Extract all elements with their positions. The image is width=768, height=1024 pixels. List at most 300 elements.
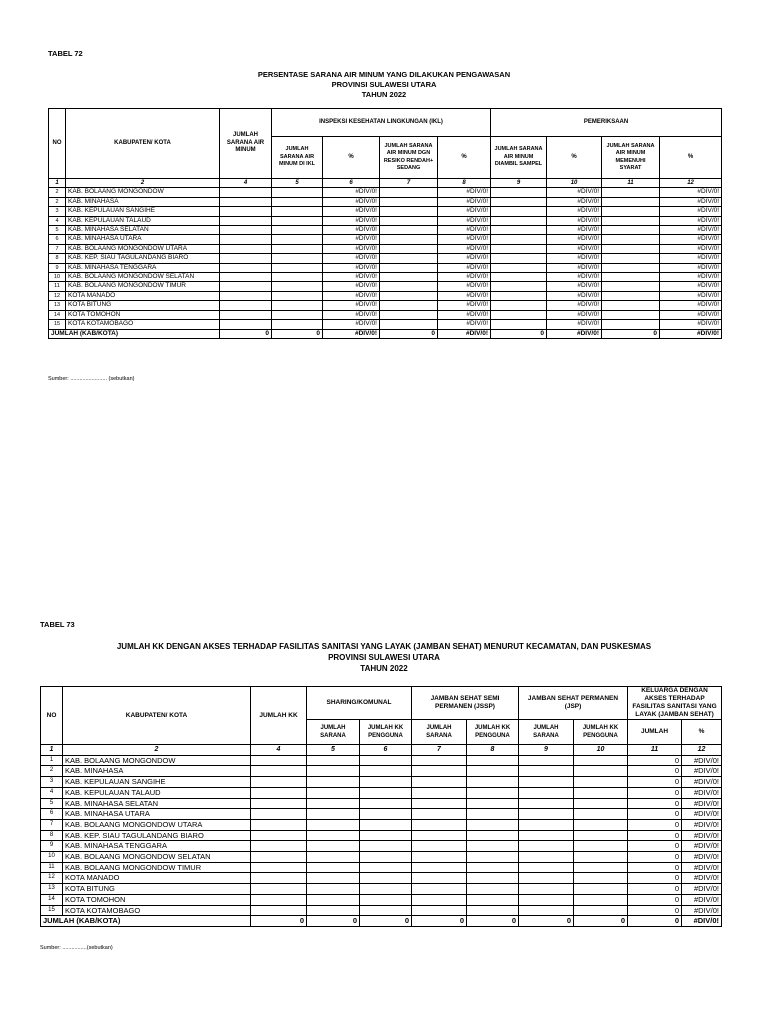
jumlah-cell: 0	[628, 862, 682, 873]
data-cell	[412, 852, 467, 863]
kabupaten-name: KAB. MINAHASA TENGGARA	[66, 263, 220, 272]
percent-cell: #DIV/0!	[547, 263, 602, 272]
kabupaten-name: KAB. KEPULAUAN TALAUD	[63, 787, 251, 798]
table72	[48, 108, 722, 339]
data-cell	[519, 873, 574, 884]
percent-cell: #DIV/0!	[438, 263, 491, 272]
percent-cell: #DIV/0!	[660, 263, 722, 272]
total-cell: #DIV/0!	[323, 329, 380, 338]
data-cell	[574, 809, 628, 820]
total-cell: 0	[628, 916, 682, 927]
column-number: 5	[307, 745, 360, 756]
data-cell	[307, 777, 360, 788]
row-number: 2	[41, 766, 63, 777]
percent-cell: #DIV/0!	[660, 282, 722, 291]
data-cell	[360, 809, 412, 820]
data-cell	[412, 809, 467, 820]
kabupaten-name: KAB. BOLAANG MONGONDOW SELATAN	[63, 852, 251, 863]
jumlah-cell: 0	[628, 841, 682, 852]
data-cell	[220, 291, 272, 300]
data-cell	[574, 777, 628, 788]
data-cell	[220, 310, 272, 319]
percent-cell: #DIV/0!	[682, 862, 722, 873]
percent-cell: #DIV/0!	[438, 207, 491, 216]
header-pct-10: %	[547, 137, 602, 179]
kabupaten-name: KAB. KEP. SIAU TAGULANDANG BIARO	[63, 830, 251, 841]
data-cell	[272, 254, 323, 263]
data-cell	[574, 819, 628, 830]
total-cell: 0	[251, 916, 307, 927]
data-cell	[467, 841, 519, 852]
kabupaten-name: KAB. BOLAANG MONGONDOW	[63, 755, 251, 766]
data-cell	[380, 235, 438, 244]
data-cell	[380, 188, 438, 197]
table73	[40, 686, 722, 927]
data-cell	[574, 766, 628, 777]
percent-cell: #DIV/0!	[438, 320, 491, 329]
column-number: 2	[63, 745, 251, 756]
data-cell	[251, 830, 307, 841]
percent-cell: #DIV/0!	[547, 188, 602, 197]
table-row	[49, 235, 722, 244]
table73-header	[41, 687, 722, 756]
column-number: 6	[360, 745, 412, 756]
header-jumlah-sarana: JUMLAH SARANA	[307, 720, 360, 745]
data-cell	[467, 905, 519, 916]
data-cell	[307, 819, 360, 830]
data-cell	[272, 188, 323, 197]
total-cell: #DIV/0!	[438, 329, 491, 338]
row-number: 2	[49, 188, 66, 197]
data-cell	[519, 852, 574, 863]
data-cell	[602, 244, 660, 253]
data-cell	[272, 207, 323, 216]
jumlah-cell: 0	[628, 905, 682, 916]
total-row	[41, 916, 722, 927]
data-cell	[220, 263, 272, 272]
kabupaten-name: KAB. MINAHASA	[63, 766, 251, 777]
percent-cell: #DIV/0!	[438, 291, 491, 300]
header-no: NO	[49, 109, 66, 179]
column-number: 4	[251, 745, 307, 756]
percent-cell: #DIV/0!	[438, 254, 491, 263]
column-number: 8	[467, 745, 519, 756]
kabupaten-name: KAB. MINAHASA UTARA	[66, 235, 220, 244]
header-no: NO	[41, 687, 63, 745]
data-cell	[380, 320, 438, 329]
kabupaten-name: KAB. KEPULAUAN SANGIHE	[66, 207, 220, 216]
data-cell	[360, 884, 412, 895]
column-number-row	[41, 745, 722, 756]
column-number: 8	[438, 179, 491, 188]
data-cell	[380, 197, 438, 206]
data-cell	[272, 235, 323, 244]
row-number: 5	[41, 798, 63, 809]
kabupaten-name: KAB. MINAHASA TENGGARA	[63, 841, 251, 852]
table-row	[49, 226, 722, 235]
table73-title	[0, 641, 768, 674]
header-kabupaten-kota: KABUPATEN/ KOTA	[66, 109, 220, 179]
row-number: 6	[41, 809, 63, 820]
column-number: 12	[660, 179, 722, 188]
percent-cell: #DIV/0!	[682, 798, 722, 809]
table-row	[41, 755, 722, 766]
data-cell	[412, 798, 467, 809]
data-cell	[602, 263, 660, 272]
total-cell: 0	[307, 916, 360, 927]
percent-cell: #DIV/0!	[682, 777, 722, 788]
percent-cell: #DIV/0!	[323, 282, 380, 291]
data-cell	[307, 841, 360, 852]
percent-cell: #DIV/0!	[323, 301, 380, 310]
data-cell	[574, 841, 628, 852]
table-row	[41, 852, 722, 863]
data-cell	[602, 273, 660, 282]
kabupaten-name: KOTA TOMOHON	[66, 310, 220, 319]
percent-cell: #DIV/0!	[547, 235, 602, 244]
total-cell: 0	[519, 916, 574, 927]
percent-cell: #DIV/0!	[660, 310, 722, 319]
data-cell	[272, 291, 323, 300]
data-cell	[272, 263, 323, 272]
row-number: 9	[41, 841, 63, 852]
data-cell	[519, 862, 574, 873]
percent-cell: #DIV/0!	[323, 273, 380, 282]
column-number: 6	[323, 179, 380, 188]
data-cell	[220, 235, 272, 244]
table-row	[41, 841, 722, 852]
table-row	[49, 216, 722, 225]
percent-cell: #DIV/0!	[682, 852, 722, 863]
data-cell	[412, 766, 467, 777]
row-number: 1	[41, 755, 63, 766]
table-row	[41, 809, 722, 820]
percent-cell: #DIV/0!	[547, 244, 602, 253]
table72-body	[49, 188, 722, 329]
column-number: 9	[491, 179, 547, 188]
table73-total	[41, 916, 722, 927]
header-jumlah: JUMLAH	[628, 720, 682, 745]
data-cell	[251, 798, 307, 809]
jumlah-cell: 0	[628, 809, 682, 820]
data-cell	[251, 809, 307, 820]
percent-cell: #DIV/0!	[547, 273, 602, 282]
data-cell	[602, 216, 660, 225]
data-cell	[412, 755, 467, 766]
jumlah-cell: 0	[628, 787, 682, 798]
percent-cell: #DIV/0!	[438, 235, 491, 244]
jumlah-cell: 0	[628, 777, 682, 788]
data-cell	[380, 216, 438, 225]
percent-cell: #DIV/0!	[323, 197, 380, 206]
total-cell: 0	[491, 329, 547, 338]
header-ikl-group: INSPEKSI KESEHATAN LINGKUNGAN (IKL)	[272, 109, 491, 137]
column-number-row	[49, 179, 722, 188]
header-pemeriksaan-group: PEMERIKSAAN	[491, 109, 722, 137]
data-cell	[491, 273, 547, 282]
percent-cell: #DIV/0!	[682, 884, 722, 895]
percent-cell: #DIV/0!	[660, 235, 722, 244]
table-row	[49, 310, 722, 319]
data-cell	[380, 207, 438, 216]
header-jumlah-sarana: JUMLAH SARANA AIR MINUM	[220, 109, 272, 179]
data-cell	[272, 273, 323, 282]
percent-cell: #DIV/0!	[660, 254, 722, 263]
percent-cell: #DIV/0!	[547, 282, 602, 291]
data-cell	[574, 755, 628, 766]
data-cell	[307, 884, 360, 895]
data-cell	[251, 894, 307, 905]
row-number: 6	[49, 235, 66, 244]
row-number: 3	[41, 777, 63, 788]
data-cell	[602, 254, 660, 263]
percent-cell: #DIV/0!	[438, 273, 491, 282]
data-cell	[307, 873, 360, 884]
data-cell	[412, 830, 467, 841]
table73-title-line1: JUMLAH KK DENGAN AKSES TERHADAP FASILITAS SANITASI YANG LAYAK (JAMBAN SEHAT) MENURUT KECAMATAN, DAN PUSKESMAS	[116, 642, 652, 651]
data-cell	[491, 197, 547, 206]
row-number: 11	[49, 282, 66, 291]
table72-header	[49, 109, 722, 188]
header-pct-12: %	[660, 137, 722, 179]
kabupaten-name: KOTA TOMOHON	[63, 894, 251, 905]
table72-total	[49, 329, 722, 338]
percent-cell: #DIV/0!	[682, 819, 722, 830]
percent-cell: #DIV/0!	[547, 216, 602, 225]
total-cell: #DIV/0!	[547, 329, 602, 338]
data-cell	[574, 873, 628, 884]
row-number: 4	[49, 216, 66, 225]
table-row	[41, 905, 722, 916]
percent-cell: #DIV/0!	[323, 244, 380, 253]
row-number: 10	[41, 852, 63, 863]
table72-title-line3: TAHUN 2022	[361, 90, 407, 99]
header-sharing-komunal: SHARING/KOMUNAL	[307, 687, 412, 720]
jumlah-cell: 0	[628, 884, 682, 895]
percent-cell: #DIV/0!	[438, 197, 491, 206]
table73-title-line3: TAHUN 2022	[360, 664, 408, 673]
column-number: 1	[41, 745, 63, 756]
data-cell	[307, 787, 360, 798]
data-cell	[467, 787, 519, 798]
data-cell	[220, 282, 272, 291]
data-cell	[251, 841, 307, 852]
data-cell	[519, 809, 574, 820]
total-cell: 0	[272, 329, 323, 338]
data-cell	[491, 216, 547, 225]
data-cell	[467, 884, 519, 895]
percent-cell: #DIV/0!	[660, 273, 722, 282]
header-jumlah-kk-pengguna: JUMLAH KK PENGGUNA	[574, 720, 628, 745]
kabupaten-name: KAB. KEP. SIAU TAGULANDANG BIARO	[66, 254, 220, 263]
kabupaten-name: KAB. KEPULAUAN SANGIHE	[63, 777, 251, 788]
jumlah-cell: 0	[628, 873, 682, 884]
table72-label: TABEL 72	[48, 49, 83, 58]
percent-cell: #DIV/0!	[682, 873, 722, 884]
data-cell	[360, 905, 412, 916]
data-cell	[251, 766, 307, 777]
kabupaten-name: KAB. BOLAANG MONGONDOW UTARA	[63, 819, 251, 830]
row-number: 9	[49, 263, 66, 272]
data-cell	[360, 798, 412, 809]
data-cell	[220, 273, 272, 282]
table-row	[49, 197, 722, 206]
row-number: 14	[41, 894, 63, 905]
data-cell	[412, 905, 467, 916]
data-cell	[307, 894, 360, 905]
data-cell	[307, 809, 360, 820]
data-cell	[491, 226, 547, 235]
percent-cell: #DIV/0!	[323, 320, 380, 329]
table-row	[41, 873, 722, 884]
jumlah-cell: 0	[628, 894, 682, 905]
table-row	[49, 254, 722, 263]
data-cell	[220, 207, 272, 216]
data-cell	[272, 301, 323, 310]
percent-cell: #DIV/0!	[438, 188, 491, 197]
data-cell	[412, 862, 467, 873]
data-cell	[220, 301, 272, 310]
data-cell	[602, 301, 660, 310]
total-cell: 0	[412, 916, 467, 927]
header-keluarga: KELUARGA DENGAN AKSES TERHADAP FASILITAS SANITASI YANG LAYAK (JAMBAN SEHAT)	[628, 687, 722, 720]
data-cell	[360, 894, 412, 905]
percent-cell: #DIV/0!	[547, 197, 602, 206]
row-number: 2	[49, 197, 66, 206]
percent-cell: #DIV/0!	[323, 310, 380, 319]
data-cell	[412, 894, 467, 905]
column-number: 7	[412, 745, 467, 756]
table73-body	[41, 755, 722, 916]
percent-cell: #DIV/0!	[682, 809, 722, 820]
row-number: 4	[41, 787, 63, 798]
percent-cell: #DIV/0!	[682, 830, 722, 841]
table-row	[41, 894, 722, 905]
data-cell	[307, 766, 360, 777]
data-cell	[251, 755, 307, 766]
data-cell	[360, 777, 412, 788]
data-cell	[360, 830, 412, 841]
data-cell	[519, 798, 574, 809]
data-cell	[519, 766, 574, 777]
percent-cell: #DIV/0!	[323, 207, 380, 216]
header-jumlah-kk-pengguna: JUMLAH KK PENGGUNA	[467, 720, 519, 745]
data-cell	[380, 301, 438, 310]
kabupaten-name: KOTA MANADO	[66, 291, 220, 300]
table72-title-line1: PERSENTASE SARANA AIR MINUM YANG DILAKUKAN PENGAWASAN	[257, 70, 511, 79]
data-cell	[574, 894, 628, 905]
data-cell	[220, 226, 272, 235]
data-cell	[574, 787, 628, 798]
data-cell	[602, 235, 660, 244]
kabupaten-name: KAB. BOLAANG MONGONDOW SELATAN	[66, 273, 220, 282]
percent-cell: #DIV/0!	[438, 216, 491, 225]
data-cell	[220, 188, 272, 197]
row-number: 8	[49, 254, 66, 263]
header-pct: %	[682, 720, 722, 745]
table-row	[41, 766, 722, 777]
data-cell	[574, 884, 628, 895]
percent-cell: #DIV/0!	[682, 787, 722, 798]
data-cell	[491, 291, 547, 300]
kabupaten-name: KAB. MINAHASA SELATAN	[63, 798, 251, 809]
data-cell	[412, 841, 467, 852]
column-number: 2	[66, 179, 220, 188]
table-row	[49, 273, 722, 282]
data-cell	[519, 819, 574, 830]
percent-cell: #DIV/0!	[660, 207, 722, 216]
data-cell	[360, 755, 412, 766]
percent-cell: #DIV/0!	[660, 226, 722, 235]
header-pct-6: %	[323, 137, 380, 179]
row-number: 7	[41, 819, 63, 830]
jumlah-cell: 0	[628, 819, 682, 830]
data-cell	[574, 862, 628, 873]
table72-source: Sumber: ........................ (sebutkan)	[48, 376, 135, 382]
row-number: 7	[49, 244, 66, 253]
data-cell	[220, 216, 272, 225]
data-cell	[491, 282, 547, 291]
kabupaten-name: KAB. BOLAANG MONGONDOW TIMUR	[63, 862, 251, 873]
kabupaten-name: KOTA KOTAMOBAGO	[63, 905, 251, 916]
column-number: 7	[380, 179, 438, 188]
kabupaten-name: KAB. BOLAANG MONGONDOW	[66, 188, 220, 197]
row-number: 12	[49, 291, 66, 300]
data-cell	[272, 320, 323, 329]
data-cell	[380, 226, 438, 235]
total-cell: 0	[360, 916, 412, 927]
percent-cell: #DIV/0!	[682, 766, 722, 777]
data-cell	[412, 819, 467, 830]
data-cell	[467, 798, 519, 809]
kabupaten-name: KAB. KEPULAUAN TALAUD	[66, 216, 220, 225]
data-cell	[412, 884, 467, 895]
data-cell	[519, 841, 574, 852]
percent-cell: #DIV/0!	[682, 894, 722, 905]
row-number: 14	[49, 310, 66, 319]
data-cell	[251, 862, 307, 873]
percent-cell: #DIV/0!	[682, 905, 722, 916]
data-cell	[380, 273, 438, 282]
total-label: JUMLAH (KAB/KOTA)	[41, 916, 251, 927]
data-cell	[467, 873, 519, 884]
header-jumlah-sarana: JUMLAH SARANA	[412, 720, 467, 745]
data-cell	[467, 755, 519, 766]
data-cell	[251, 787, 307, 798]
data-cell	[467, 809, 519, 820]
row-number: 3	[49, 207, 66, 216]
percent-cell: #DIV/0!	[682, 841, 722, 852]
header-kabupaten-kota: KABUPATEN/ KOTA	[63, 687, 251, 745]
header-pct-8: %	[438, 137, 491, 179]
row-number: 8	[41, 830, 63, 841]
data-cell	[307, 862, 360, 873]
percent-cell: #DIV/0!	[660, 216, 722, 225]
header-sampel: JUMLAH SARANA AIR MINUM DIAMBIL SAMPEL	[491, 137, 547, 179]
row-number: 15	[49, 320, 66, 329]
data-cell	[491, 263, 547, 272]
data-cell	[519, 884, 574, 895]
data-cell	[412, 787, 467, 798]
kabupaten-name: KOTA KOTAMOBAGO	[66, 320, 220, 329]
data-cell	[272, 197, 323, 206]
data-cell	[272, 226, 323, 235]
percent-cell: #DIV/0!	[323, 226, 380, 235]
percent-cell: #DIV/0!	[438, 301, 491, 310]
total-cell: 0	[467, 916, 519, 927]
percent-cell: #DIV/0!	[660, 301, 722, 310]
percent-cell: #DIV/0!	[660, 291, 722, 300]
